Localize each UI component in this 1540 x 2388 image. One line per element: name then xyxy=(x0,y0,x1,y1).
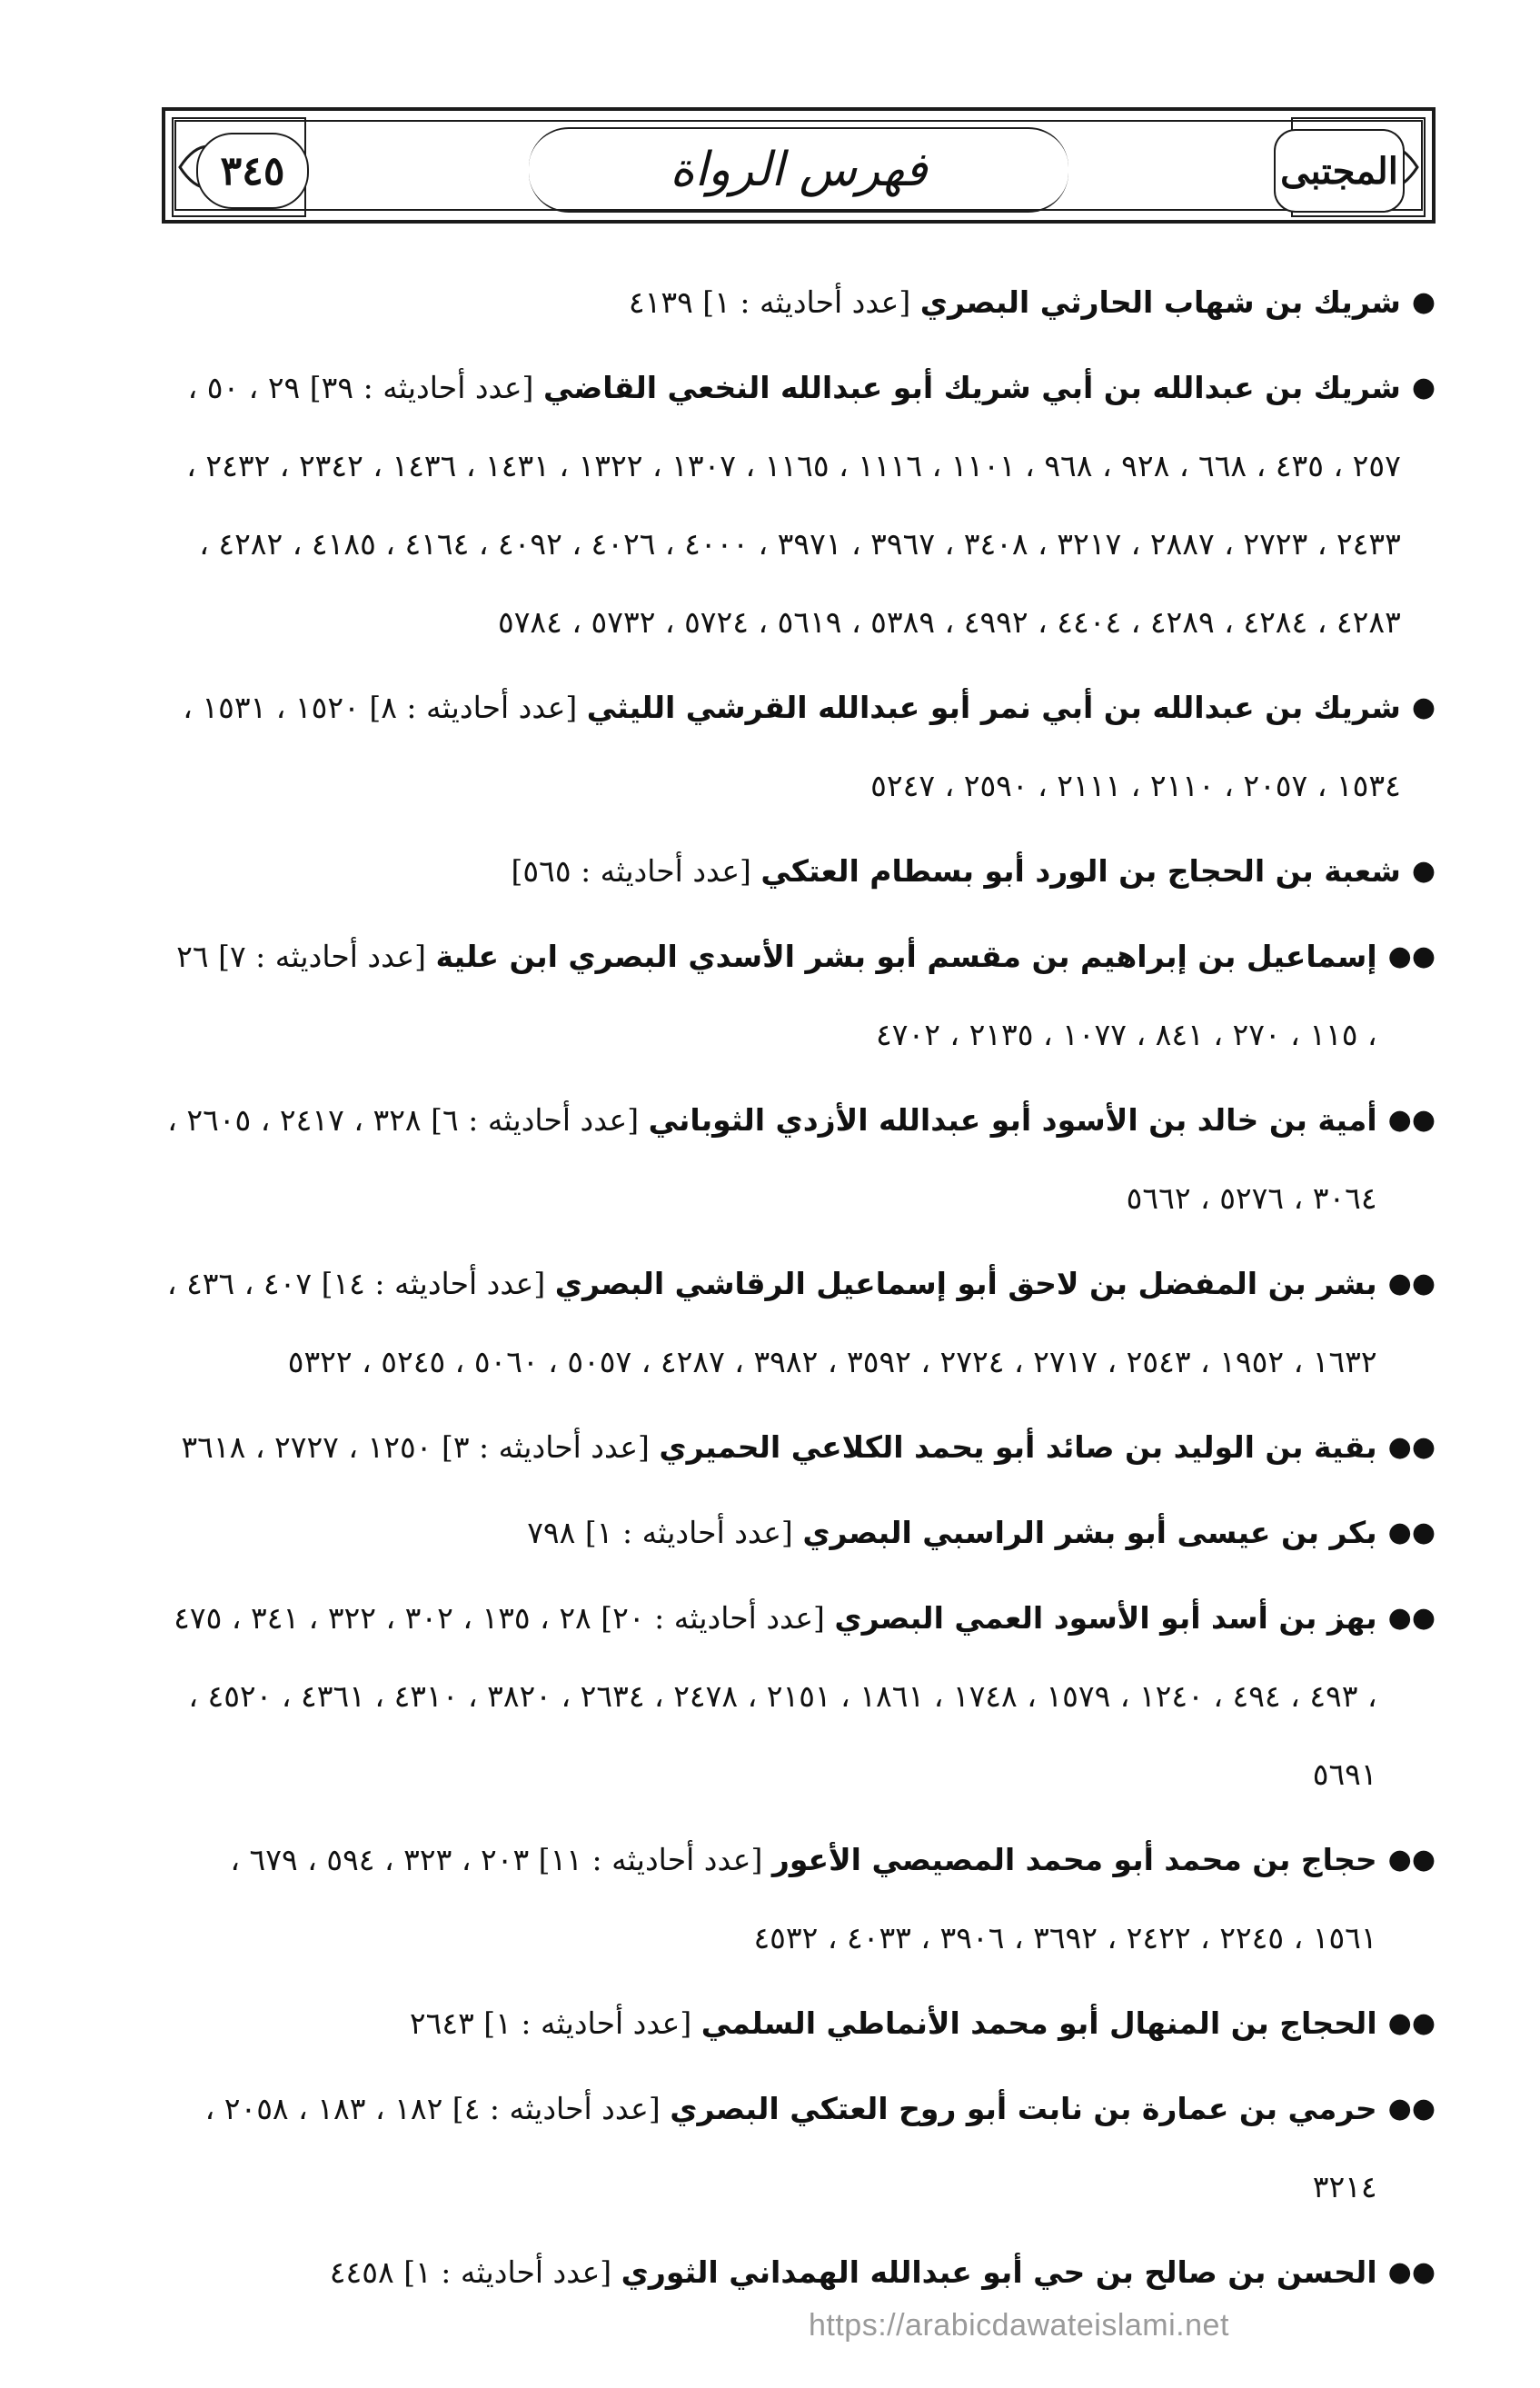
book-logo: المجتبى xyxy=(1274,129,1405,213)
hadith-references: [عدد أحاديثه : ١١] ٢٠٣ ، ٣٢٣ ، ٥٩٤ ، ٦٧٩ ، ١٥٦١ ، ٢٢٤٥ ، ٢٤٢٢ ، ٣٦٩٢ ، ٣٩٠٦ ، ٤٠٣٣ ، ٤٥٣٢ xyxy=(230,1842,1377,1955)
hadith-references: [عدد أحاديثه : ١] ٤١٣٩ xyxy=(628,284,911,320)
hadith-references: [عدد أحاديثه : ٦] ٣٢٨ ، ٢٤١٧ ، ٢٦٠٥ ، ٣٠٦٤ ، ٥٢٧٦ ، ٥٦٦٢ xyxy=(167,1102,1377,1216)
narrator-name: بهز بن أسد أبو الأسود العمي البصري xyxy=(834,1600,1377,1636)
bullet-icon: ● xyxy=(1411,692,1436,723)
list-item xyxy=(162,2234,1436,2312)
hadith-references: [عدد أحاديثه : ١] ٢٦٤٣ xyxy=(409,2005,692,2041)
narrator-name: إسماعيل بن إبراهيم بن مقسم أبو بشر الأسدي البصري ابن علية xyxy=(435,939,1377,974)
narrator-name: بشر بن المفضل بن لاحق أبو إسماعيل الرقاشي البصري xyxy=(554,1266,1377,1301)
narrators-index-list xyxy=(162,264,1436,2319)
hadith-references: [عدد أحاديثه : ٨] ١٥٢٠ ، ١٥٣١ ، ١٥٣٤ ، ٢٠٥٧ ، ٢١١٠ ، ٢١١١ ، ٢٥٩٠ ، ٥٢٤٧ xyxy=(183,690,1401,803)
page-number: ٣٤٥ xyxy=(196,133,309,209)
list-item xyxy=(162,918,1436,1074)
bullet-icon: ●● xyxy=(1387,2007,1436,2039)
hadith-references: [عدد أحاديثه : ٣٩] ٢٩ ، ٥٠ ، ٢٥٧ ، ٤٣٥ ، ٦٦٨ ، ٩٢٨ ، ٩٦٨ ، ١١٠١ ، ١١١٦ ، ١١٦٥ ، ١٣٠٧ ، ١٣٢٢ ، ١٤٣١ ، ١٤٣٦ ، ٢٣٤٢ ، ٢٤٣٢ ، ٢٤٣٣ ، ٢٧٢٣ ، ٢٨٨٧ ، ٣٢١٧ ، ٣٤٠٨ ، ٣٩٦٧ ، ٣٩٧١ ، ٤٠٠٠ ، ٤٠٢٦ ، ٤٠٩٢ ، ٤١٦٤ ، ٤١٨٥ ، ٤٢٨٢ ، ٤٢٨٣ ، ٤٢٨٤ ، ٤٢٨٩ ، ٤٤٠٤ ، ٤٩٩٢ ، ٥٣٨٩ ، ٥٦١٩ ، ٥٧٢٤ ، ٥٧٣٢ ، ٥٧٨٤ xyxy=(186,370,1401,640)
hadith-references: [عدد أحاديثه : ٥٦٥] xyxy=(511,853,751,889)
bullet-icon: ●● xyxy=(1387,1104,1436,1136)
hadith-references: [عدد أحاديثه : ١] ٤٤٥٨ xyxy=(329,2254,612,2290)
hadith-references: [عدد أحاديثه : ١٤] ٤٠٧ ، ٤٣٦ ، ١٦٣٢ ، ١٩٥٢ ، ٢٥٤٣ ، ٢٧١٧ ، ٢٧٢٤ ، ٣٥٩٢ ، ٣٩٨٢ ، ٤٢٨٧ ، ٥٠٥٧ ، ٥٠٦٠ ، ٥٢٤٥ ، ٥٣٢٢ xyxy=(166,1266,1377,1379)
narrator-name: الحجاج بن المنهال أبو محمد الأنماطي السلمي xyxy=(700,2005,1377,2041)
hadith-references: [عدد أحاديثه : ٣] ١٢٥٠ ، ٢٧٢٧ ، ٣٦١٨ xyxy=(181,1429,650,1465)
hadith-references: [عدد أحاديثه : ٧] ٢٦ ، ١١٥ ، ٢٧٠ ، ٨٤١ ، ١٠٧٧ ، ٢١٣٥ ، ٤٧٠٢ xyxy=(176,939,1377,1052)
list-item xyxy=(162,2070,1436,2226)
hadith-references: [عدد أحاديثه : ٢٠] ٢٨ ، ١٣٥ ، ٣٠٢ ، ٣٢٢ ، ٣٤١ ، ٤٧٥ ، ٤٩٣ ، ٤٩٤ ، ١٢٤٠ ، ١٥٧٩ ، ١٧٤٨ ، ١٨٦١ ، ٢١٥١ ، ٢٤٧٨ ، ٢٦٣٤ ، ٣٨٢٠ ، ٤٣١٠ ، ٤٣٦١ ، ٤٥٢٠ ، ٥٦٩١ xyxy=(174,1600,1377,1792)
list-item xyxy=(162,1245,1436,1401)
list-item xyxy=(162,349,1436,662)
list-item xyxy=(162,1408,1436,1487)
bullet-icon: ●● xyxy=(1387,1602,1436,1634)
bullet-icon: ● xyxy=(1411,286,1436,318)
page-header-frame xyxy=(162,107,1436,224)
narrator-name: بقية بن الوليد بن صائد أبو يحمد الكلاعي الحميري xyxy=(659,1429,1377,1465)
bullet-icon: ●● xyxy=(1387,2093,1436,2124)
watermark-url: https://arabicdawateislami.net xyxy=(809,2308,1229,2343)
list-item xyxy=(162,669,1436,825)
narrator-name: شريك بن عبدالله بن أبي نمر أبو عبدالله القرشي الليثي xyxy=(586,690,1401,725)
bullet-icon: ●● xyxy=(1387,2256,1436,2288)
list-item xyxy=(162,1579,1436,1814)
narrator-name: الحسن بن صالح بن حي أبو عبدالله الهمداني الثوري xyxy=(621,2254,1377,2290)
narrator-name: حرمي بن عمارة بن نابت أبو روح العتكي البصري xyxy=(670,2091,1377,2126)
bullet-icon: ●● xyxy=(1387,1517,1436,1548)
bullet-icon: ●● xyxy=(1387,940,1436,972)
bullet-icon: ● xyxy=(1411,855,1436,887)
narrator-name: أمية بن خالد بن الأسود أبو عبدالله الأزدي الثوباني xyxy=(648,1102,1377,1138)
narrator-name: شريك بن شهاب الحارثي البصري xyxy=(919,284,1401,320)
bullet-icon: ●● xyxy=(1387,1268,1436,1299)
list-item xyxy=(162,832,1436,910)
narrator-name: حجاج بن محمد أبو محمد المصيصي الأعور xyxy=(771,1842,1377,1877)
bullet-icon: ●● xyxy=(1387,1431,1436,1463)
hadith-references: [عدد أحاديثه : ١] ٧٩٨ xyxy=(527,1515,793,1550)
narrator-name: بكر بن عيسى أبو بشر الراسبي البصري xyxy=(802,1515,1377,1550)
list-item xyxy=(162,1985,1436,2063)
bullet-icon: ● xyxy=(1411,372,1436,403)
narrator-name: شعبة بن الحجاج بن الورد أبو بسطام العتكي xyxy=(760,853,1401,889)
list-item xyxy=(162,1494,1436,1572)
bullet-icon: ●● xyxy=(1387,1844,1436,1876)
list-item xyxy=(162,1081,1436,1238)
list-item xyxy=(162,264,1436,342)
hadith-references: [عدد أحاديثه : ٤] ١٨٢ ، ١٨٣ ، ٢٠٥٨ ، ٣٢١٤ xyxy=(204,2091,1377,2204)
list-item xyxy=(162,1821,1436,1977)
page-title: فهرس الرواة xyxy=(529,127,1068,213)
narrator-name: شريك بن عبدالله بن أبي شريك أبو عبدالله النخعي القاضي xyxy=(542,370,1401,405)
